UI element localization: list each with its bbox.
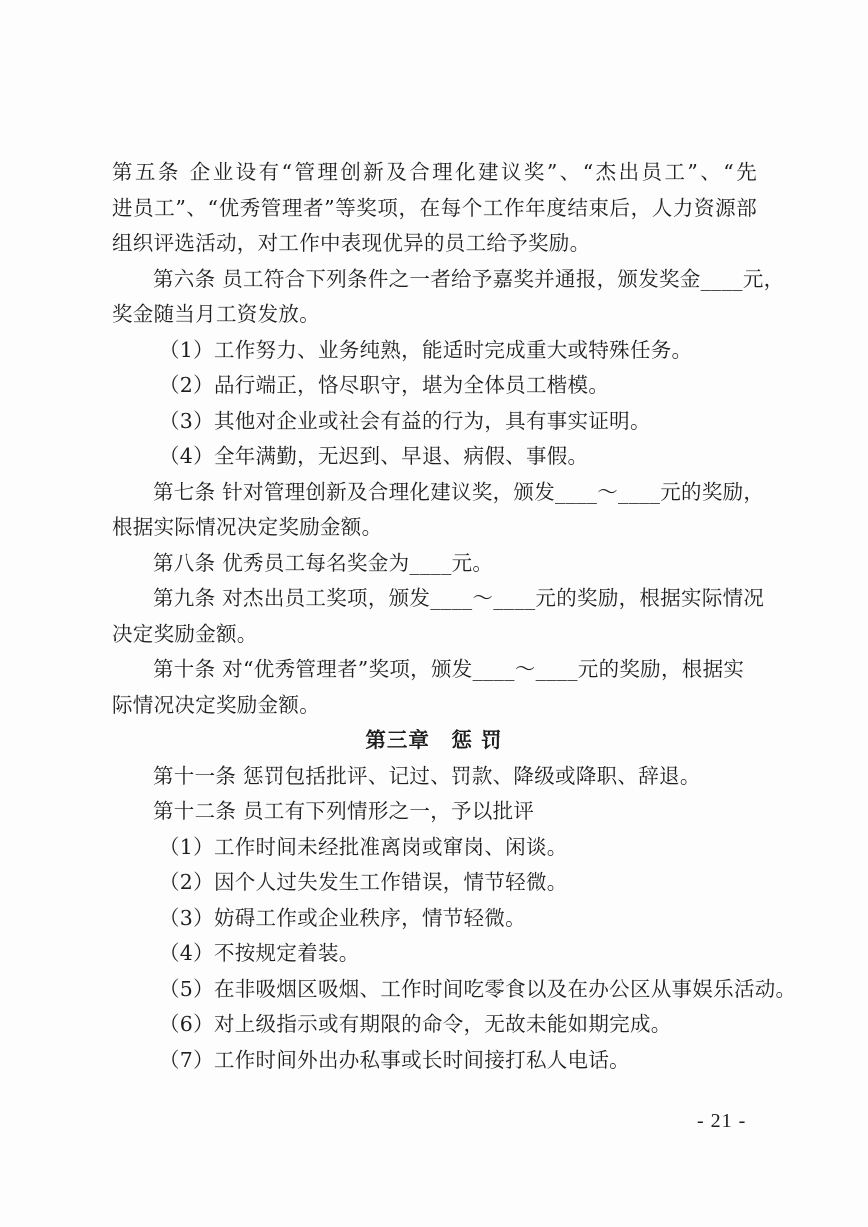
list-item: （3）其他对企业或社会有益的行为，具有事实证明。 bbox=[159, 409, 651, 433]
article-7-line-2: 根据实际情况决定奖励金额。 bbox=[112, 515, 383, 539]
article-9-line-1: 第九条 对杰出员工奖项，颁发____～____元的奖励，根据实际情况 bbox=[153, 586, 765, 610]
article-7-line-1: 第七条 针对管理创新及合理化建议奖，颁发____～____元的奖励， bbox=[153, 480, 765, 504]
list-item: （2）品行端正，恪尽职守，堪为全体员工楷模。 bbox=[159, 373, 610, 397]
article-5-line-2: 进员工”、“优秀管理者”等奖项，在每个工作年度结束后，人力资源部 bbox=[112, 196, 757, 220]
article-11-line-1: 第十一条 惩罚包括批评、记过、罚款、降级或降职、辞退。 bbox=[153, 764, 701, 788]
list-item: （7）工作时间外出办私事或长时间接打私人电话。 bbox=[159, 1048, 630, 1072]
list-item: （4）不按规定着装。 bbox=[159, 941, 360, 965]
list-item: （1）工作努力、业务纯熟，能适时完成重大或特殊任务。 bbox=[159, 338, 693, 362]
article-10-line-1: 第十条 对“优秀管理者”奖项，颁发____～____元的奖励，根据实 bbox=[153, 657, 745, 681]
article-10-line-2: 际情况决定奖励金额。 bbox=[112, 693, 320, 717]
article-8-line-1: 第八条 优秀员工每名奖金为____元。 bbox=[153, 551, 494, 575]
page-number: - 21 - bbox=[697, 1110, 747, 1132]
list-item: （5）在非吸烟区吸烟、工作时间吃零食以及在办公区从事娱乐活动。 bbox=[159, 977, 797, 1001]
list-item: （3）妨碍工作或企业秩序，情节轻微。 bbox=[159, 906, 526, 930]
list-item: （2）因个人过失发生工作错误，情节轻微。 bbox=[159, 870, 568, 894]
article-6-line-1: 第六条 员工符合下列条件之一者给予嘉奖并通报，颁发奖金____元， bbox=[153, 267, 785, 291]
article-5-line-1: 第五条 企业设有“管理创新及合理化建议奖”、“杰出员工”、“先 bbox=[112, 160, 757, 184]
article-12-line-1: 第十二条 员工有下列情形之一，予以批评 bbox=[153, 799, 535, 823]
article-9-line-2: 决定奖励金额。 bbox=[112, 622, 258, 646]
chapter-heading: 第三章 惩 罚 bbox=[365, 728, 503, 752]
article-6-line-2: 奖金随当月工资发放。 bbox=[112, 302, 320, 326]
list-item: （6）对上级指示或有期限的命令，无故未能如期完成。 bbox=[159, 1012, 672, 1036]
list-item: （4）全年满勤，无迟到、早退、病假、事假。 bbox=[159, 444, 589, 468]
article-5-line-3: 组织评选活动，对工作中表现优异的员工给予奖励。 bbox=[112, 231, 591, 255]
list-item: （1）工作时间未经批准离岗或窜岗、闲谈。 bbox=[159, 835, 568, 859]
